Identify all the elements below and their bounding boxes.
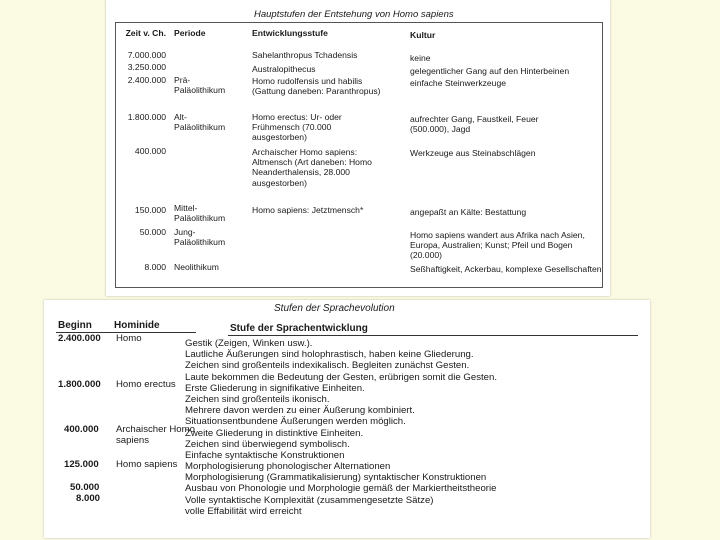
table-row-stage: Homo sapiens: Jetztmensch* — [252, 205, 364, 215]
table-row-time: 150.000 — [134, 205, 166, 215]
table-row-stage: Sahelanthropus Tchadensis — [252, 50, 358, 60]
list-item: Morphologisierung phonologischer Alternationen — [185, 461, 391, 473]
table-row-culture: Werkzeuge aus Steinabschlägen — [410, 148, 536, 158]
list-item-hominid: Homo sapiens — [116, 459, 178, 470]
table-row-period: Alt-Paläolithikum — [174, 112, 226, 133]
table-row-time: 2.400.000 — [127, 75, 166, 85]
list-item: Zweite Gliederung in distinktive Einheiten. — [185, 427, 364, 439]
evolution-table-sheet — [106, 0, 610, 296]
header-begin: Beginn — [58, 320, 92, 331]
table-row-culture: gelegentlicher Gang auf den Hinterbeinen — [410, 66, 570, 76]
header-stage: Entwicklungsstufe — [252, 28, 328, 38]
list-item-hominid: Archaischer Homo sapiens — [116, 424, 195, 446]
table-row-period: Mittel-Paläolithikum — [174, 203, 226, 224]
table-row-culture: Seßhaftigkeit, Ackerbau, komplexe Gesellschaften — [410, 264, 602, 274]
table-row-period: Jung-Paläolithikum — [174, 227, 226, 248]
table-row-culture: angepaßt an Kälte: Bestattung — [410, 207, 527, 217]
table-row-culture: keine — [410, 53, 431, 63]
header-time: Zeit v. Ch. — [125, 28, 166, 38]
table-row-time: 3.250.000 — [127, 62, 166, 72]
table-row-culture: aufrechter Gang, Faustkeil, Feuer (500.000), Jagd — [410, 114, 539, 135]
evolution-table-title: Hauptstufen der Entstehung von Homo sapiens — [254, 9, 454, 20]
list-item-begin: 400.000 — [64, 424, 99, 435]
table-row-stage: Homo erectus: Ur- oder Frühmensch (70.000 ausgestorben) — [252, 112, 342, 143]
table-row-time: 400.000 — [134, 146, 166, 156]
table-row-period: Prä-Paläolithikum — [174, 75, 226, 96]
list-item-begin: 1.800.000 — [58, 379, 101, 390]
table-row-time: 7.000.000 — [127, 50, 166, 60]
list-item: Erste Gliederung in signifikative Einheiten. — [185, 382, 365, 394]
language-stage-list — [185, 338, 497, 517]
table-row-culture: einfache Steinwerkzeuge — [410, 78, 507, 88]
list-item: Morphologisierung (Grammatikalisierung) syntaktischer Konstruktionen — [185, 472, 487, 484]
header-rule-right — [228, 335, 638, 336]
list-item: Gestik (Zeigen, Winken usw.). — [185, 338, 313, 349]
table-row-time: 8.000 — [144, 262, 166, 272]
language-table-title: Stufen der Sprachevolution — [274, 303, 395, 314]
header-culture: Kultur — [410, 30, 436, 40]
list-item: Einfache syntaktische Konstruktionen — [185, 449, 345, 461]
header-language-stage: Stufe der Sprachentwicklung — [230, 323, 368, 334]
list-item: Mehrere davon werden zu einer Äußerung kombiniert. — [185, 405, 415, 417]
list-item-begin: 125.000 — [64, 459, 99, 470]
list-item: Zeichen sind großenteils ikonisch. — [185, 393, 330, 405]
list-item-begin: 2.400.000 — [58, 333, 101, 344]
list-item-begin: 8.000 — [76, 493, 101, 504]
table-row-stage: Archaischer Homo sapiens: Altmensch (Art daneben: Homo Neanderthalensis, 28.000 ausgestorben) — [252, 147, 372, 188]
list-item-begin: 50.000 — [70, 482, 100, 493]
list-item: Zeichen sind großenteils indexikalisch. Begleiten zunächst Gesten. — [185, 360, 470, 372]
table-row-stage: Australopithecus — [252, 64, 316, 74]
table-row-time: 50.000 — [139, 227, 166, 237]
table-row-stage: Homo rudolfensis und habilis (Gattung daneben: Paranthropus) — [252, 76, 381, 97]
list-item: Lautliche Äußerungen sind holophrastisch, haben keine Gliederung. — [185, 349, 474, 361]
list-item-hominid: Homo erectus — [116, 379, 176, 390]
list-item: Zeichen sind überwiegend symbolisch. — [185, 438, 350, 450]
header-hominid: Hominide — [114, 320, 160, 331]
list-item-hominid: Homo — [116, 333, 142, 344]
table-row-culture: Homo sapiens wandert aus Afrika nach Asien, Europa, Australien; Kunst; Pfeil und Bogen (20.000) — [410, 230, 585, 261]
table-row-period: Neolithikum — [174, 262, 219, 272]
table-row-time: 1.800.000 — [127, 112, 166, 122]
list-item: Laute bekommen die Bedeutung der Gesten, erübrigen somit die Gesten. — [185, 371, 497, 383]
list-item: volle Effabilität wird erreicht — [185, 505, 302, 517]
list-item: Situationsentbundene Äußerungen werden möglich. — [185, 416, 406, 428]
list-item: Ausbau von Phonologie und Morphologie gemäß der Markiertheitstheorie — [185, 483, 497, 495]
header-period: Periode — [174, 28, 206, 38]
list-item: Volle syntaktische Komplexität (zusammengesetzte Sätze) — [185, 494, 434, 506]
